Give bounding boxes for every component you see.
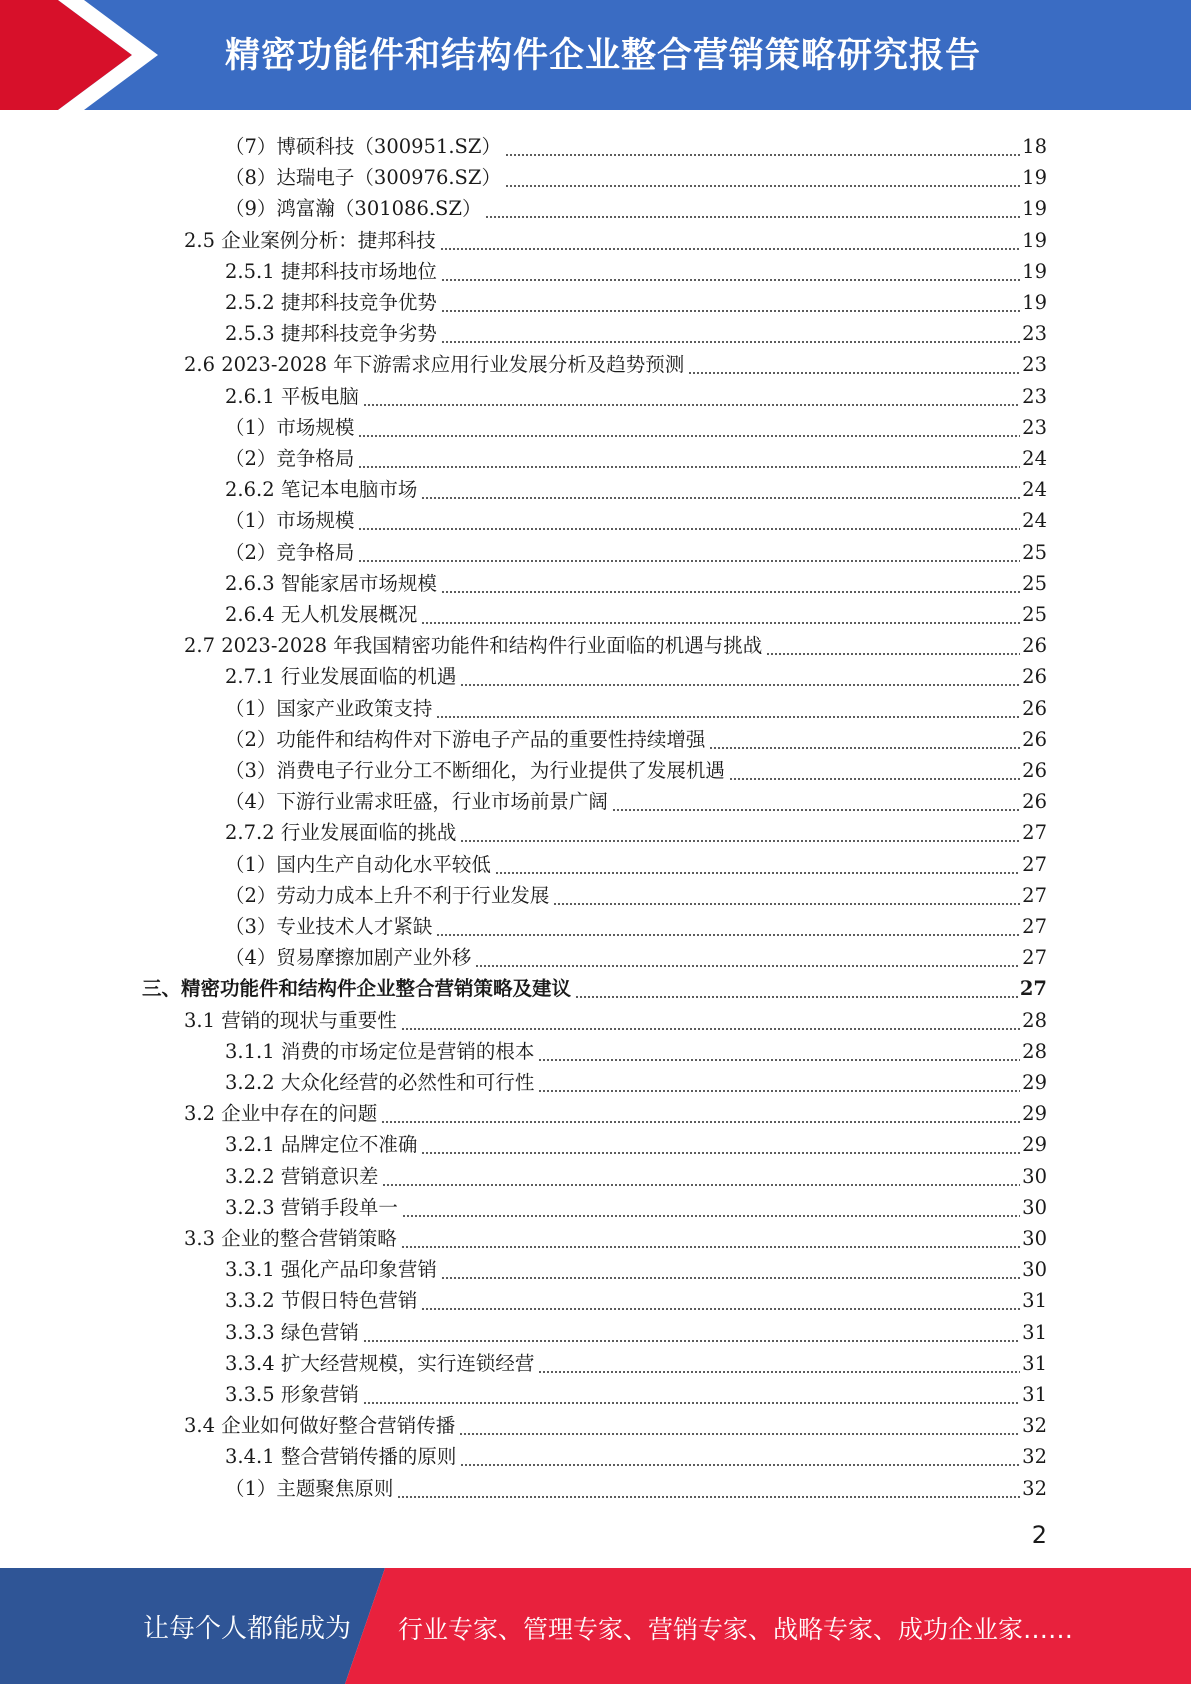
toc-entry[interactable] <box>225 159 1047 190</box>
toc-entry-label: 3.4 企业如何做好整合营销传播 <box>184 1414 456 1438</box>
toc-dot-leader <box>709 728 1020 752</box>
toc-entry-page: 32 <box>1022 1476 1047 1500</box>
toc-entry[interactable] <box>225 846 1047 877</box>
toc-entry-page: 32 <box>1022 1414 1047 1438</box>
toc-entry[interactable] <box>225 534 1047 565</box>
toc-dot-leader <box>358 447 1020 471</box>
toc-dot-leader <box>538 1352 1020 1376</box>
toc-entry-page: 27 <box>1022 946 1047 970</box>
toc-dot-leader <box>495 853 1020 877</box>
toc-entry-page: 31 <box>1022 1289 1047 1313</box>
toc-entry-label: （4）贸易摩擦加剧产业外移 <box>225 946 472 970</box>
toc-entry-label: 2.7 2023-2028 年我国精密功能件和结构件行业面临的机遇与挑战 <box>184 634 763 658</box>
page-footer <box>0 1568 1191 1684</box>
toc-dot-leader <box>459 1414 1020 1438</box>
toc-dot-leader <box>538 1040 1020 1064</box>
toc-dot-leader <box>729 759 1020 783</box>
toc-entry-label: 3.2.3 营销手段单一 <box>225 1195 398 1219</box>
toc-entry-label: 3.3.4 扩大经营规模，实行连锁经营 <box>225 1351 535 1375</box>
toc-entry-page: 30 <box>1022 1227 1047 1250</box>
toc-entry-page: 26 <box>1022 696 1047 720</box>
toc-entry-label: （2）功能件和结构件对下游电子产品的重要性持续增强 <box>225 727 706 751</box>
toc-dot-leader <box>421 1289 1020 1313</box>
toc-entry-label: 2.5 企业案例分析：捷邦科技 <box>184 228 436 252</box>
toc-dot-leader <box>401 1227 1020 1251</box>
toc-entry-page: 27 <box>1022 883 1047 907</box>
toc-entry-label: 2.6.4 无人机发展概况 <box>225 603 418 626</box>
toc-entry[interactable] <box>184 346 1047 377</box>
toc-dot-leader <box>421 478 1020 502</box>
toc-entry[interactable] <box>225 190 1047 221</box>
toc-entry[interactable] <box>225 1438 1047 1469</box>
toc-entry-page: 23 <box>1022 415 1047 439</box>
toc-dot-leader <box>553 884 1020 908</box>
toc-entry-page: 30 <box>1022 1164 1047 1188</box>
toc-entry[interactable] <box>225 596 1047 627</box>
toc-entry[interactable] <box>225 1189 1047 1220</box>
toc-entry-page: 25 <box>1022 603 1047 626</box>
toc-entry[interactable] <box>225 690 1047 721</box>
toc-entry-page: 26 <box>1022 790 1047 814</box>
toc-entry-page: 27 <box>1022 852 1047 876</box>
toc-dot-leader <box>538 1071 1020 1095</box>
toc-entry[interactable] <box>225 1282 1047 1313</box>
toc-entry-page: 29 <box>1022 1133 1047 1157</box>
toc-entry[interactable] <box>184 222 1047 253</box>
toc-entry-page: 24 <box>1022 509 1047 533</box>
toc-entry-label: 3.1.1 消费的市场定位是营销的根本 <box>225 1039 535 1063</box>
toc-entry-label: 2.6.2 笔记本电脑市场 <box>225 478 418 502</box>
toc-entry[interactable] <box>225 752 1047 783</box>
toc-entry-page: 26 <box>1022 665 1047 689</box>
toc-dot-leader <box>401 1009 1020 1033</box>
toc-entry-label: （2）竞争格局 <box>225 540 355 564</box>
toc-entry-page: 27 <box>1022 915 1047 938</box>
toc-entry-label: 2.5.3 捷邦科技竞争劣势 <box>225 322 437 346</box>
toc-entry-page: 29 <box>1022 1102 1047 1126</box>
toc-entry-label: 2.6 2023-2028 年下游需求应用行业发展分析及趋势预测 <box>184 353 685 377</box>
toc-dot-leader <box>436 697 1020 721</box>
toc-entry[interactable] <box>225 1376 1047 1407</box>
toc-entry-label: （2）劳动力成本上升不利于行业发展 <box>225 883 550 907</box>
toc-entry[interactable] <box>225 128 1047 159</box>
toc-dot-leader <box>441 291 1020 315</box>
toc-entry[interactable] <box>184 1220 1047 1251</box>
toc-entry-page: 26 <box>1022 634 1047 658</box>
toc-entry[interactable] <box>225 1345 1047 1376</box>
toc-entry-page: 28 <box>1022 1008 1047 1032</box>
toc-entry-page: 19 <box>1022 291 1047 314</box>
toc-dot-leader <box>358 416 1020 440</box>
toc-dot-leader <box>358 541 1020 565</box>
toc-entry-page: 32 <box>1022 1445 1047 1469</box>
toc-entry-label: 3.1 营销的现状与重要性 <box>184 1008 397 1032</box>
toc-dot-leader <box>397 1477 1020 1501</box>
toc-entry-label: （2）竞争格局 <box>225 447 355 470</box>
toc-entry[interactable] <box>225 1033 1047 1064</box>
toc-entry[interactable] <box>142 970 1047 1001</box>
toc-entry-label: 3.2.2 大众化经营的必然性和可行性 <box>225 1071 535 1094</box>
toc-dot-leader <box>363 385 1020 409</box>
toc-dot-leader <box>436 915 1020 939</box>
toc-entry-page: 30 <box>1022 1258 1047 1282</box>
toc-entry-page: 19 <box>1022 166 1047 190</box>
toc-entry[interactable] <box>225 939 1047 970</box>
toc-dot-leader <box>505 135 1020 159</box>
toc-entry-label: 2.6.3 智能家居市场规模 <box>225 571 437 595</box>
toc-entry-label: （1）市场规模 <box>225 415 355 439</box>
toc-entry-page: 19 <box>1022 259 1047 283</box>
toc-entry[interactable] <box>225 1470 1047 1501</box>
toc-entry[interactable] <box>184 627 1047 658</box>
toc-dot-leader <box>441 322 1020 346</box>
toc-entry-page: 25 <box>1022 571 1047 595</box>
page-number: 2 <box>1031 1521 1047 1549</box>
toc-entry-label: 3.3.2 节假日特色营销 <box>225 1289 418 1313</box>
toc-dot-leader <box>363 1383 1020 1407</box>
toc-entry-label: 3.3.5 形象营销 <box>225 1383 359 1406</box>
toc-dot-leader <box>505 166 1020 190</box>
toc-dot-leader <box>766 634 1020 658</box>
page-header <box>0 0 1191 110</box>
toc-entry[interactable] <box>225 1251 1047 1282</box>
toc-entry-page: 24 <box>1022 447 1047 470</box>
toc-entry-label: 3.2 企业中存在的问题 <box>184 1102 378 1126</box>
toc-entry-label: （1）国内生产自动化水平较低 <box>225 852 491 876</box>
toc-entry-page: 26 <box>1022 759 1047 782</box>
footer-slogan-right: 行业专家、管理专家、营销专家、战略专家、成功企业家…… <box>398 1615 1074 1644</box>
toc-dot-leader <box>485 197 1020 221</box>
toc-dot-leader <box>575 977 1018 1001</box>
toc-entry[interactable] <box>184 1095 1047 1126</box>
toc-entry-label: 3.3 企业的整合营销策略 <box>184 1227 397 1250</box>
footer-slogan-left: 让每个人都能成为 <box>143 1614 352 1644</box>
toc-dot-leader <box>421 1133 1020 1157</box>
toc-entry[interactable] <box>225 440 1047 471</box>
toc-entry-label: （1）市场规模 <box>225 509 355 533</box>
toc-dot-leader <box>460 821 1020 845</box>
toc-entry-page: 30 <box>1022 1195 1047 1219</box>
toc-entry-page: 27 <box>1022 821 1047 845</box>
toc-dot-leader <box>358 509 1020 533</box>
toc-entry[interactable] <box>225 502 1047 533</box>
toc-dot-leader <box>441 1258 1020 1282</box>
toc-entry-label: 3.3.1 强化产品印象营销 <box>225 1258 437 1282</box>
toc-dot-leader <box>441 260 1020 284</box>
toc-entry[interactable] <box>225 658 1047 689</box>
toc-entry[interactable] <box>225 378 1047 409</box>
toc-entry[interactable] <box>225 1158 1047 1189</box>
toc-entry-page: 23 <box>1022 384 1047 408</box>
toc-entry[interactable] <box>184 1407 1047 1438</box>
toc-entry[interactable] <box>184 1002 1047 1033</box>
toc-entry[interactable] <box>225 471 1047 502</box>
toc-dot-leader <box>612 790 1020 814</box>
toc-entry[interactable] <box>225 1314 1047 1345</box>
toc-entry[interactable] <box>225 814 1047 845</box>
toc-entry-page: 24 <box>1022 478 1047 502</box>
toc-entry-page: 19 <box>1022 228 1047 252</box>
toc-dot-leader <box>402 1196 1020 1220</box>
toc-entry[interactable] <box>225 877 1047 908</box>
toc-entry-page: 23 <box>1022 353 1047 377</box>
toc-entry-label: 3.2.2 营销意识差 <box>225 1164 379 1188</box>
toc-dot-leader <box>381 1102 1020 1126</box>
toc-entry-label: 2.7.2 行业发展面临的挑战 <box>225 821 457 845</box>
toc-entry-page: 23 <box>1022 322 1047 346</box>
toc-entry-page: 31 <box>1022 1383 1047 1406</box>
toc-entry-label: （1）主题聚焦原则 <box>225 1476 394 1500</box>
toc-entry-label: 2.7.1 行业发展面临的机遇 <box>225 665 457 689</box>
toc-dot-leader <box>475 946 1020 970</box>
toc-entry[interactable] <box>225 253 1047 284</box>
toc-entry-label: 2.5.1 捷邦科技市场地位 <box>225 259 437 283</box>
toc-entry-page: 27 <box>1019 977 1047 1001</box>
toc-dot-leader <box>460 1445 1020 1469</box>
toc-entry[interactable] <box>225 1126 1047 1157</box>
toc-entry-page: 18 <box>1022 135 1047 158</box>
report-title: 精密功能件和结构件企业整合营销策略研究报告 <box>225 36 982 76</box>
toc-entry[interactable] <box>225 284 1047 315</box>
toc-entry-label: 3.2.1 品牌定位不准确 <box>225 1133 418 1157</box>
toc-dot-leader <box>363 1321 1020 1345</box>
toc-dot-leader <box>688 353 1020 377</box>
toc-entry-label: （4）下游行业需求旺盛，行业市场前景广阔 <box>225 790 608 814</box>
toc-entry-page: 31 <box>1022 1351 1047 1375</box>
toc-entry[interactable] <box>225 783 1047 814</box>
toc-entry-label: （9）鸿富瀚（301086.SZ） <box>225 197 482 221</box>
toc-entry[interactable] <box>225 1064 1047 1095</box>
toc-entry[interactable] <box>225 315 1047 346</box>
toc-entry-label: 2.6.1 平板电脑 <box>225 384 359 408</box>
toc-entry-label: 2.5.2 捷邦科技竞争优势 <box>225 291 437 314</box>
toc-entry-page: 25 <box>1022 540 1047 564</box>
toc-entry-label: （3）专业技术人才紧缺 <box>225 915 433 938</box>
toc-entry-label: （3）消费电子行业分工不断细化，为行业提供了发展机遇 <box>225 759 725 782</box>
toc-dot-leader <box>460 665 1020 689</box>
toc-entry-page: 31 <box>1022 1320 1047 1344</box>
toc-dot-leader <box>382 1165 1020 1189</box>
toc-entry-page: 29 <box>1022 1071 1047 1094</box>
toc-entry-label: 3.3.3 绿色营销 <box>225 1320 359 1344</box>
toc-entry-page: 19 <box>1022 197 1047 221</box>
toc-entry-label: 三、精密功能件和结构件企业整合营销策略及建议 <box>142 977 572 1001</box>
toc-entry-label: 3.4.1 整合营销传播的原则 <box>225 1445 457 1469</box>
toc-dot-leader <box>441 572 1020 596</box>
toc-entry-page: 28 <box>1022 1039 1047 1063</box>
toc-dot-leader <box>440 229 1020 253</box>
toc-entry-label: （8）达瑞电子（300976.SZ） <box>225 166 501 190</box>
toc-entry[interactable] <box>225 721 1047 752</box>
toc-entry-label: （7）博硕科技（300951.SZ） <box>225 135 501 158</box>
toc-dot-leader <box>421 603 1020 627</box>
toc-entry[interactable] <box>225 409 1047 440</box>
toc-entry[interactable] <box>225 908 1047 939</box>
toc-entry-label: （1）国家产业政策支持 <box>225 696 433 720</box>
toc-entry[interactable] <box>225 565 1047 596</box>
toc-entry-page: 26 <box>1022 727 1047 751</box>
